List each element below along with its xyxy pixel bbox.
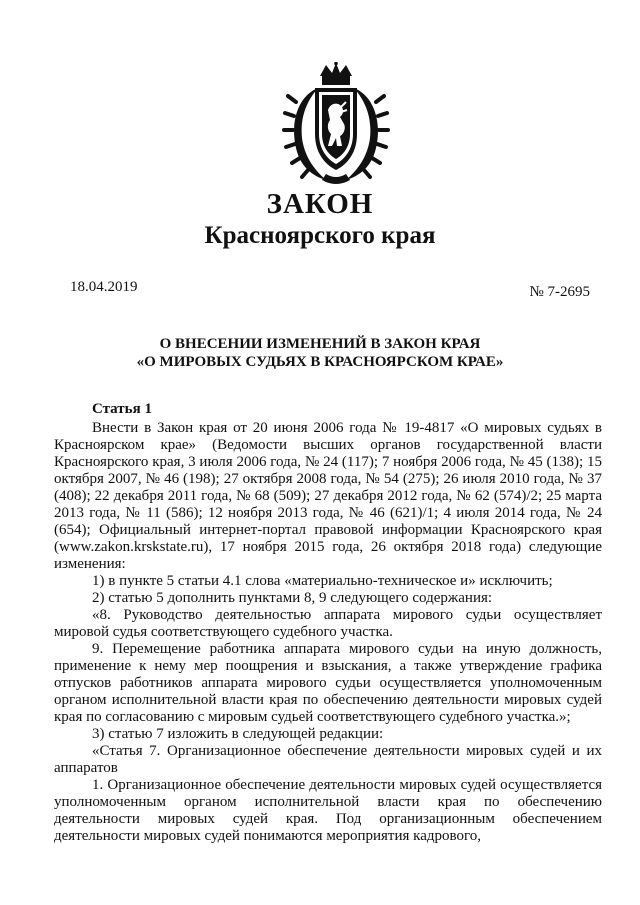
law-number: № 7-2695 [529, 284, 590, 300]
paragraph: «Статья 7. Организационное обеспечение деятельности мировых судей и их аппаратов [54, 743, 602, 776]
article-title: Статья 1 [92, 401, 152, 417]
paragraph: 1) в пункте 5 статьи 4.1 слова «материально-техническое и» исключить; [92, 573, 553, 589]
paragraph: 2) статью 5 дополнить пунктами 8, 9 следующего содержания: [92, 590, 493, 606]
coat-of-arms-icon [282, 62, 390, 188]
paragraph: «8. Руководство деятельностью аппарата мирового судьи осуществляет мировой судья соответствующего судебного участка. [54, 607, 602, 640]
paragraph: 1. Организационное обеспечение деятельности мировых судей осуществляется уполномоченным органом исполнительной власти края по обеспечению деятельности мировых судей края. Под организационным обеспечением деятельности мировых судей понимаются мероприятия кадрового, [54, 777, 602, 844]
paragraph: 9. Перемещение работника аппарата мирового судьи на иную должность, применение к нему мер поощрения и взыскания, а также утверждение графика отпусков работников аппарата мирового судьи осуществляется уполномоченным органом исполнительной власти края по обеспечению деятельности мировых судей края по согласованию с мировым судьей соответствующего судебного участка.»; [54, 641, 602, 725]
law-heading-line2: «О МИРОВЫХ СУДЬЯХ В КРАСНОЯРСКОМ КРАЕ» [136, 354, 504, 370]
law-body [54, 420, 602, 845]
paragraph: Внести в Закон края от 20 июня 2006 года № 19-4817 «О мировых судьях в Красноярском крае» (Ведомости высших органов государственной власти Красноярского края, 3 июля 2006 года, № 24 (117); 7 ноября 2006 года, № 45 (138); 15 октября 2007, № 46 (198); 27 октября 2008 года, № 54 (275); 26 июля 2010 года, № 37 (408); 22 декабря 2011 года, № 68 (509); 27 декабря 2012 года, № 62 (574)/2; 25 марта 2013 года, № 11 (586); 12 ноября 2013 года, № 46 (621)/1; 4 июля 2014 года, № 24 (654); Официальный интернет-портал правовой информации Красноярского края (www.zakon.krskstate.ru), 17 ноября 2015 года, 26 октября 2018 года) следующие изменения: [54, 420, 602, 572]
law-title: ЗАКОН [266, 188, 374, 220]
paragraph: 3) статью 7 изложить в следующей редакции: [92, 726, 384, 742]
region-subtitle: Красноярского края [204, 222, 436, 249]
law-heading-line1: О ВНЕСЕНИИ ИЗМЕНЕНИЙ В ЗАКОН КРАЯ [159, 336, 481, 352]
law-date: 18.04.2019 [70, 279, 138, 295]
